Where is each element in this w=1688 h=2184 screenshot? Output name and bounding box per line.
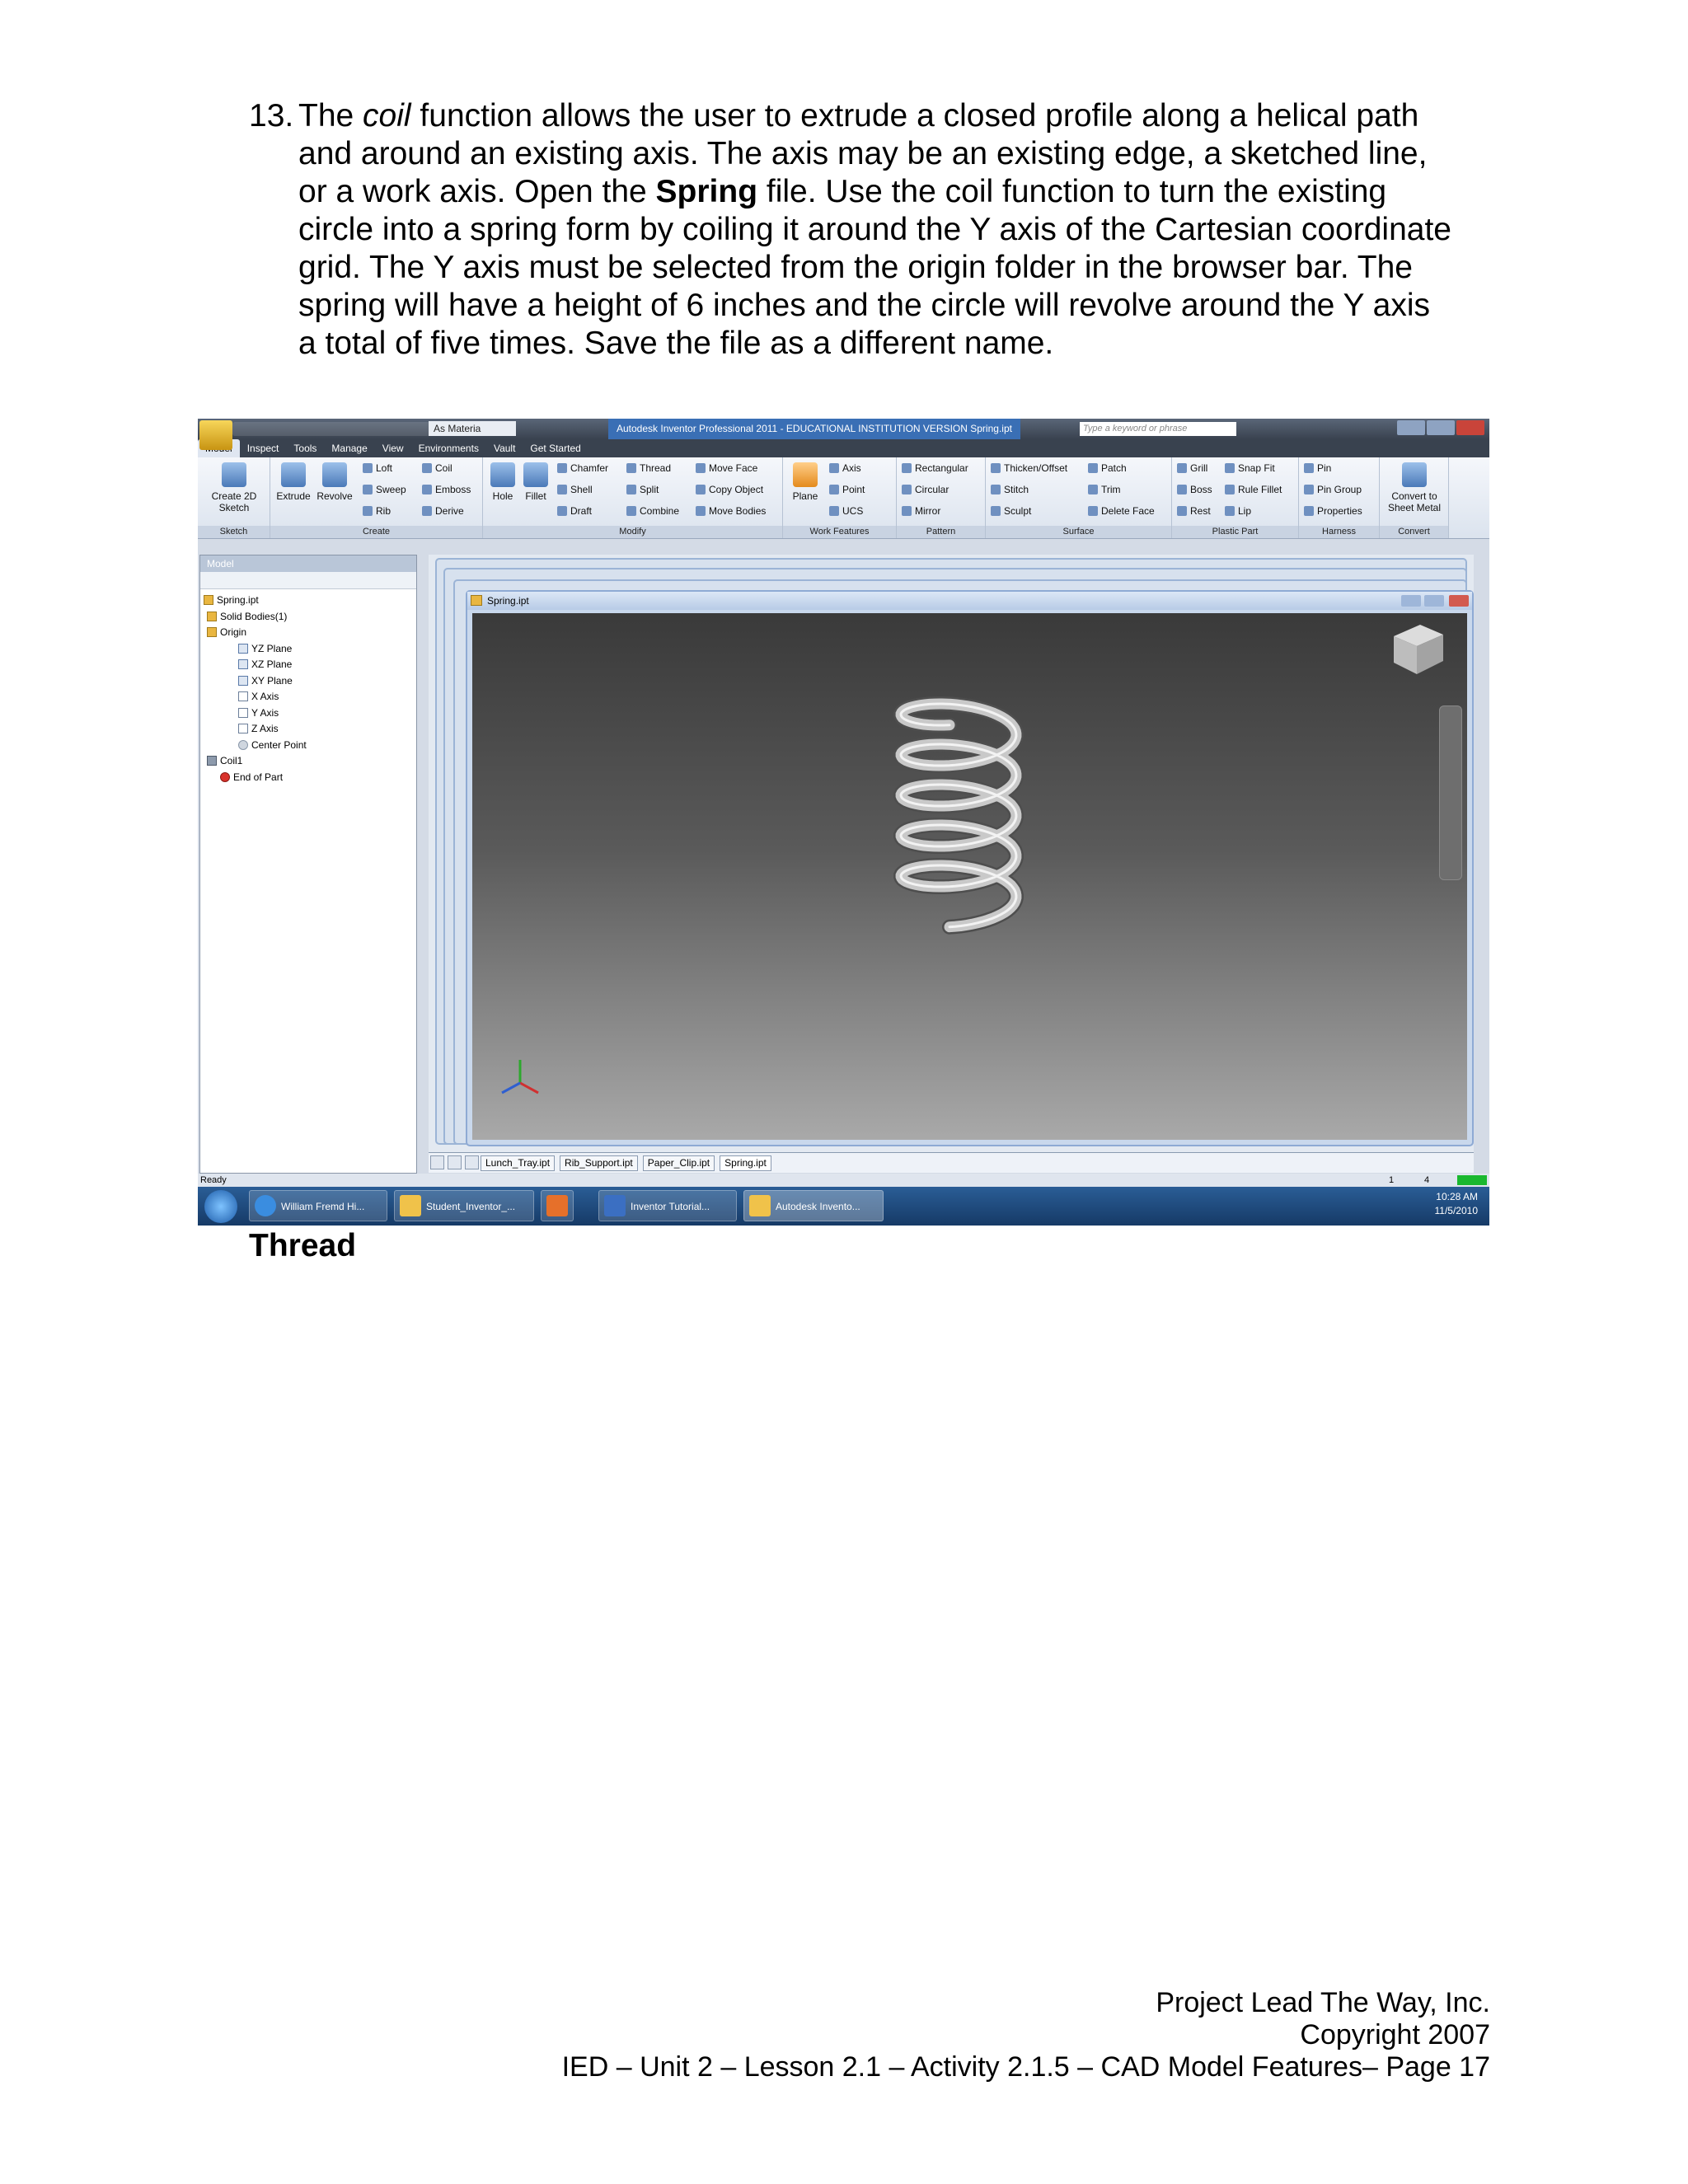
tree-item-xz-plane[interactable]: XZ Plane [200,657,416,673]
plane-button[interactable]: Plane [786,462,824,502]
spring-coil [901,704,1016,927]
navigation-bar[interactable] [1439,705,1462,880]
group-sketch [198,457,270,538]
group-create [270,457,483,538]
extrude-button[interactable]: Extrude [274,462,313,502]
spring-coil-highlight [901,704,1016,927]
quick-access-toolbar[interactable] [232,422,438,436]
axis-icon [238,724,248,733]
rest-button[interactable]: Rest [1177,505,1211,517]
inventor-icon [749,1195,771,1216]
taskbar-item-browser[interactable]: William Fremd Hi... [249,1190,387,1221]
sweep-button[interactable]: Sweep [363,484,406,495]
spring-coil-shadow [901,704,1016,927]
tab-manage[interactable]: Manage [331,443,368,454]
group-convert [1380,457,1449,538]
open-documents-icon[interactable] [465,1155,479,1169]
tree-item-solid-bodies[interactable]: Solid Bodies(1) [200,609,416,626]
plane-icon [793,462,818,487]
section-heading: Thread [249,1228,357,1263]
group-plastic-part-title: Plastic Part [1172,526,1298,538]
rule-fillet-button[interactable]: Rule Fillet [1225,484,1282,495]
stitch-button[interactable]: Stitch [991,484,1029,495]
group-work-features-title: Work Features [783,526,896,538]
patch-button[interactable]: Patch [1088,462,1127,474]
tree-item-x-axis[interactable]: X Axis [200,689,416,705]
browser-toolbar [200,572,416,589]
hole-button[interactable]: Hole [486,462,519,502]
combine-button[interactable]: Combine [626,505,679,517]
hole-icon [490,462,515,487]
ie-icon [255,1195,276,1216]
windows-taskbar [198,1187,1489,1226]
tree-item-center-point[interactable]: Center Point [200,738,416,754]
paragraph-line: a total of five times. Save the file as a different name. [298,326,1054,361]
close-button[interactable] [1456,420,1484,435]
status-count-1: 1 [1389,1175,1395,1185]
application-menu-button[interactable] [199,420,232,450]
pin-group-button[interactable]: Pin Group [1304,484,1362,495]
status-text: Ready [200,1175,227,1185]
tab-tools[interactable]: Tools [293,443,317,454]
group-pattern [897,457,986,538]
loft-button[interactable]: Loft [363,462,392,474]
ucs-button[interactable]: UCS [829,505,863,517]
model-browser [199,555,417,1174]
trim-button[interactable]: Trim [1088,484,1121,495]
footer-copyright: Copyright 2007 [1300,2019,1490,2050]
group-create-title: Create [270,526,482,538]
group-harness [1299,457,1380,538]
move-face-button[interactable]: Move Face [696,462,757,474]
tree-item-coil1[interactable]: Coil1 [200,753,416,770]
window-title: Autodesk Inventor Professional 2011 - EDUCATIONAL INSTITUTION VERSION Spring.ipt [608,419,1020,439]
paragraph-line: spring will have a height of 6 inches and the circle will revolve around the Y axis [298,288,1430,323]
step-13-paragraph [249,97,1502,363]
sketch-icon [222,462,246,487]
window-controls [1395,420,1486,437]
coil-icon [207,756,217,766]
revolve-button[interactable]: Revolve [313,462,356,502]
circular-pattern-button[interactable]: Circular [902,484,949,495]
tab-environments[interactable]: Environments [418,443,479,454]
view-cube[interactable] [1394,625,1443,674]
sculpt-button[interactable]: Sculpt [991,505,1031,517]
tree-item-yz-plane[interactable]: YZ Plane [200,641,416,658]
tile-icon[interactable] [430,1155,444,1169]
plane-icon [238,659,248,669]
doc-close-button[interactable] [1449,595,1469,607]
group-pattern-title: Pattern [897,526,985,538]
maximize-button[interactable] [1427,420,1455,435]
tab-get-started[interactable]: Get Started [530,443,581,454]
taskbar-item-word[interactable]: Inventor Tutorial... [598,1190,737,1221]
group-surface-title: Surface [986,526,1171,538]
tree-item-xy-plane[interactable]: XY Plane [200,673,416,690]
doc-restore-button[interactable] [1424,595,1444,607]
doc-tab-spring[interactable]: Spring.ipt [720,1155,771,1171]
split-button[interactable]: Split [626,484,659,495]
cascade-icon[interactable] [448,1155,462,1169]
end-of-part-icon [220,772,230,782]
inventor-screenshot [198,419,1489,1226]
document-title: Spring.ipt [487,595,529,607]
viewport-graphics [472,613,1467,1140]
ribbon-tabs [198,439,1489,457]
status-bar [198,1174,1489,1187]
tab-vault[interactable]: Vault [493,443,516,454]
group-convert-title: Convert [1380,526,1448,538]
mirror-button[interactable]: Mirror [902,505,940,517]
doc-tab-rib-support[interactable]: Rib_Support.ipt [560,1155,638,1171]
tree-item-y-axis[interactable]: Y Axis [200,705,416,722]
group-surface [986,457,1172,538]
delete-face-button[interactable]: Delete Face [1088,505,1155,517]
media-player-icon [546,1195,568,1216]
group-modify-title: Modify [483,526,782,538]
derive-button[interactable]: Derive [422,505,464,517]
document-tabs-bar [429,1152,1474,1173]
boss-button[interactable]: Boss [1177,484,1212,495]
tree-item-part[interactable]: Spring.ipt [200,593,416,609]
doc-minimize-button[interactable] [1401,595,1421,607]
folder-icon [400,1195,421,1216]
paragraph-line: The coil function allows the user to extrude a closed profile along a helical path [298,98,1419,134]
emboss-button[interactable]: Emboss [422,484,471,495]
folder-icon [207,627,217,637]
copy-object-button[interactable]: Copy Object [696,484,763,495]
extrude-icon [281,462,306,487]
system-tray[interactable] [1371,1190,1478,1221]
tab-view[interactable]: View [382,443,404,454]
taskbar-item-media[interactable] [541,1190,574,1221]
status-indicator [1457,1175,1487,1185]
help-search-input[interactable]: Type a keyword or phrase [1080,422,1236,436]
properties-button[interactable]: Properties [1304,505,1362,517]
group-modify [483,457,783,538]
document-title-bar [467,592,1472,610]
plane-icon [238,676,248,686]
footer-page-info: IED – Unit 2 – Lesson 2.1 – Activity 2.1.5 – CAD Model Features– Page 17 [561,2051,1490,2083]
paragraph-line: grid. The Y axis must be selected from the origin folder in the browser bar. The [298,250,1413,285]
status-count-2: 4 [1424,1175,1430,1185]
snap-fit-button[interactable]: Snap Fit [1225,462,1275,474]
move-bodies-button[interactable]: Move Bodies [696,505,766,517]
group-harness-title: Harness [1299,526,1379,538]
tree-item-z-axis[interactable]: Z Axis [200,721,416,738]
point-icon [238,740,248,750]
shell-button[interactable]: Shell [557,484,593,495]
clock-date: 11/5/2010 [1434,1205,1478,1216]
plane-icon [238,644,248,654]
axis-icon [238,691,248,701]
lip-button[interactable]: Lip [1225,505,1251,517]
browser-tree [200,589,416,785]
part-icon [204,595,213,605]
footer-organization: Project Lead The Way, Inc. [1156,1987,1490,2018]
paragraph-line: circle into a spring form by coiling it around the Y axis of the Cartesian coordinate [298,212,1451,247]
paragraph-line: and around an existing axis. The axis may be an existing edge, a sketched line, [298,136,1428,171]
doc-tab-lunch-tray[interactable]: Lunch_Tray.ipt [481,1155,555,1171]
group-plastic-part [1172,457,1299,538]
fillet-button[interactable]: Fillet [519,462,552,502]
folder-icon [207,612,217,621]
clock-time: 10:28 AM [1436,1191,1478,1202]
tree-item-origin[interactable]: Origin [200,625,416,641]
spring-model [901,704,1016,927]
word-icon [604,1195,626,1216]
step-text [298,97,1502,363]
point-button[interactable]: Point [829,484,865,495]
paragraph-line: or a work axis. Open the Spring file. Use the coil function to turn the existing [298,174,1387,209]
doc-tab-paper-clip[interactable]: Paper_Clip.ipt [643,1155,715,1171]
group-sketch-title: Sketch [198,526,270,538]
minimize-button[interactable] [1397,420,1425,435]
page-footer [562,1987,1490,2083]
thread-button[interactable]: Thread [626,462,671,474]
title-bar [198,419,1489,439]
ribbon-panel [198,457,1489,539]
convert-to-sheet-metal-button[interactable]: Convert to Sheet Metal [1383,462,1446,513]
fillet-icon [523,462,548,487]
group-work-features [783,457,897,538]
grill-button[interactable]: Grill [1177,462,1207,474]
tree-item-end-of-part[interactable]: End of Part [200,770,416,786]
coordinate-triad-icon [502,1060,538,1093]
browser-header[interactable]: Model [200,555,416,572]
create-2d-sketch-button[interactable]: Create 2D Sketch [201,462,267,513]
thicken-offset-button[interactable]: Thicken/Offset [991,462,1067,474]
spring-document-window [466,590,1474,1146]
rectangular-pattern-button[interactable]: Rectangular [902,462,968,474]
pin-button[interactable]: Pin [1304,462,1331,474]
axis-button[interactable]: Axis [829,462,861,474]
graphics-viewport[interactable] [472,613,1467,1140]
chamfer-button[interactable]: Chamfer [557,462,608,474]
sheet-metal-icon [1402,462,1427,487]
step-number: 13. [249,98,294,134]
revolve-icon [322,462,347,487]
taskbar-item-inventor[interactable]: Autodesk Invento... [743,1190,884,1221]
draft-button[interactable]: Draft [557,505,592,517]
tab-inspect[interactable]: Inspect [246,443,279,454]
taskbar-item-folder[interactable]: Student_Inventor_... [394,1190,534,1221]
axis-icon [238,708,248,718]
part-icon [471,595,482,606]
start-button[interactable] [204,1190,237,1223]
coil-button[interactable]: Coil [422,462,452,474]
rib-button[interactable]: Rib [363,505,391,517]
material-dropdown[interactable]: As Materia [429,421,516,436]
